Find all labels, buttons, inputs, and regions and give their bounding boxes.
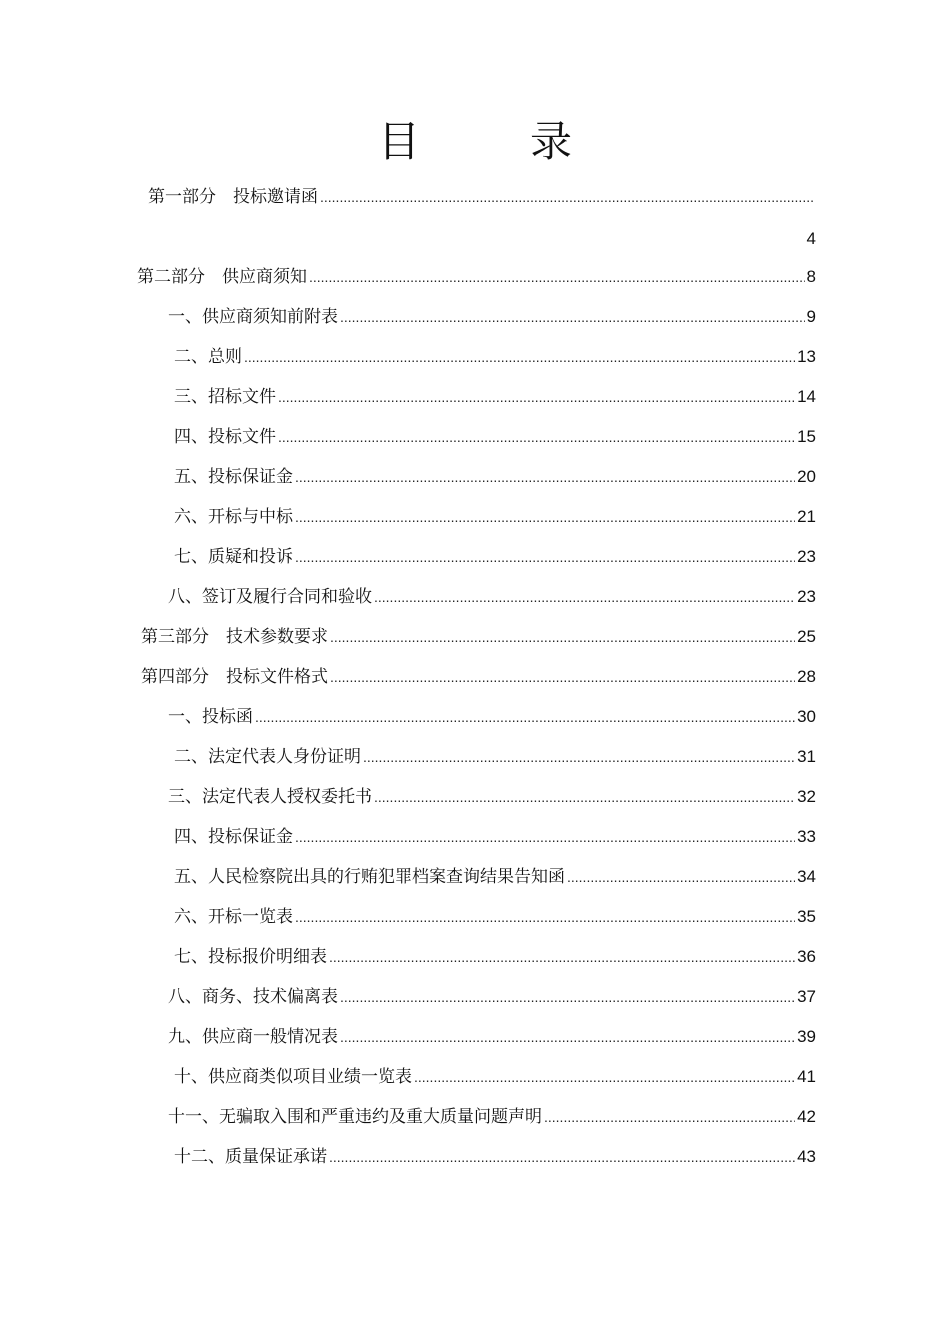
toc-entry[interactable] [168,1020,816,1054]
toc-leader-dots [374,780,795,814]
toc-entry-page-number: 36 [797,947,816,966]
toc-entry[interactable] [174,460,816,494]
toc-leader-dots [340,980,795,1014]
toc-entry[interactable] [174,1140,816,1174]
toc-leader-dots [295,500,795,534]
toc-entry-label: 五、人民检察院出具的行贿犯罪档案查询结果告知函 [174,867,565,887]
toc-entry-page-number: 32 [797,787,816,806]
toc-entry-page-number: 42 [797,1107,816,1126]
toc-entry[interactable] [174,740,816,774]
toc-entry[interactable] [174,540,816,574]
toc-leader-dots [340,1020,795,1054]
toc-entry-label: 八、商务、技术偏离表 [168,987,338,1007]
toc-leader-dots [340,300,805,334]
toc-entry[interactable] [148,180,816,214]
toc-entry-page-number: 28 [797,667,816,686]
toc-entry-label: 十二、质量保证承诺 [174,1147,327,1167]
toc-entry[interactable] [174,420,816,454]
toc-entry-page-number: 31 [797,747,816,766]
toc-entry[interactable] [137,260,816,294]
toc-entry-page-number: 23 [797,547,816,566]
toc-entry[interactable] [174,820,816,854]
toc-entry-label: 四、投标保证金 [174,827,293,847]
toc-leader-dots [295,540,795,574]
toc-entry-label: 第四部分 投标文件格式 [141,667,328,687]
toc-entry-label: 三、法定代表人授权委托书 [168,787,372,807]
toc-entry-page-number: 35 [797,907,816,926]
toc-entry[interactable] [174,1060,816,1094]
toc-entry-page-number: 41 [797,1067,816,1086]
toc-leader-dots [278,380,795,414]
toc-entry-label: 四、投标文件 [174,427,276,447]
toc-entry[interactable] [174,900,816,934]
toc-leader-dots [330,660,795,694]
toc-entry-page-number: 39 [797,1027,816,1046]
toc-entry[interactable] [174,340,816,374]
toc-entry-page-number: 43 [797,1147,816,1166]
toc-entry-label: 六、开标与中标 [174,507,293,527]
toc-leader-dots [330,620,795,654]
toc-entry[interactable] [174,860,816,894]
toc-entry-page-number: 23 [797,587,816,606]
toc-entry-page-number: 20 [797,467,816,486]
toc-leader-dots [255,700,795,734]
toc-entry-label: 二、总则 [174,347,242,367]
toc-entry-label: 九、供应商一般情况表 [168,1027,338,1047]
toc-leader-dots [320,180,814,214]
toc-leader-dots [544,1100,795,1134]
toc-entry-page-number: 21 [797,507,816,526]
toc-entry-page-number: 15 [797,427,816,446]
toc-entry-page-number: 30 [797,707,816,726]
toc-leader-dots [363,740,795,774]
toc-entry-label: 二、法定代表人身份证明 [174,747,361,767]
toc-leader-dots [374,580,795,614]
toc-entry-label: 六、开标一览表 [174,907,293,927]
toc-entry[interactable] [168,580,816,614]
toc-entry[interactable] [141,660,816,694]
toc-entry[interactable] [174,380,816,414]
toc-leader-dots [414,1060,795,1094]
toc-entry[interactable] [168,300,816,334]
toc-leader-dots [295,900,795,934]
toc-entry-label: 五、投标保证金 [174,467,293,487]
toc-leader-dots [295,820,795,854]
toc-entry-label: 一、投标函 [168,707,253,727]
toc-leader-dots [567,860,795,894]
toc-leader-dots [295,460,795,494]
toc-page-number-wrapped: 4 [806,229,816,248]
toc-entry-page-number: 37 [797,987,816,1006]
toc-entry[interactable] [174,500,816,534]
toc-entry-page-number: 25 [797,627,816,646]
toc-entry-page-number: 33 [797,827,816,846]
toc-entry-label: 七、质疑和投诉 [174,547,293,567]
toc-entry-label: 十、供应商类似项目业绩一览表 [174,1067,412,1087]
toc-entry-page-number: 14 [797,387,816,406]
toc-entry-page-number: 34 [797,867,816,886]
toc-entry-label: 十一、无骗取入围和严重违约及重大质量问题声明 [168,1107,542,1127]
toc-entry[interactable] [168,980,816,1014]
toc-entry[interactable] [174,940,816,974]
toc-entry-page-number: 8 [806,267,816,286]
toc-leader-dots [278,420,795,454]
toc-entry-label: 第一部分 投标邀请函 [148,187,318,207]
toc-entry[interactable] [168,700,816,734]
toc-leader-dots [329,940,795,974]
toc-entry[interactable] [141,620,816,654]
toc-leader-dots [309,260,805,294]
toc-entry-page-number: 13 [797,347,816,366]
toc-leader-dots [329,1140,795,1174]
toc-entry[interactable] [168,780,816,814]
toc-entry-label: 八、签订及履行合同和验收 [168,587,372,607]
toc-entry-page-number: 9 [806,307,816,326]
toc-entry-label: 第三部分 技术参数要求 [141,627,328,647]
toc-entry-label: 三、招标文件 [174,387,276,407]
toc-entry[interactable] [168,1100,816,1134]
toc-entry-label: 第二部分 供应商须知 [137,267,307,287]
toc-entry-label: 七、投标报价明细表 [174,947,327,967]
page-title: 目 录 [377,117,606,166]
toc-entry-label: 一、供应商须知前附表 [168,307,338,327]
toc-leader-dots [244,340,795,374]
